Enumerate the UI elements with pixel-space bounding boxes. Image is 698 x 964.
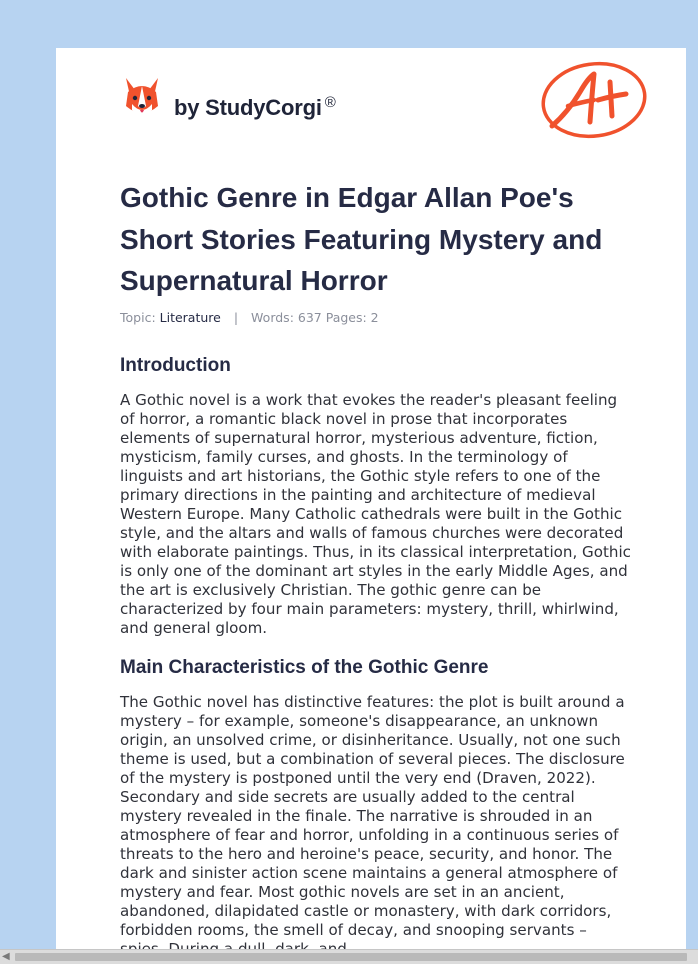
scroll-left-icon[interactable]: ◀	[2, 951, 10, 962]
page-count: Pages: 2	[325, 310, 379, 325]
section-paragraph-introduction: A Gothic novel is a work that evokes the reader's pleasant feeling of horror, a romantic black novel in prose that incorporates elements of supernatural horror, mysterious adventure, fiction, mysticism, family curses, and ghosts. In the terminology of linguists and art historians, the Gothic style refers to one of the primary directions in the painting and architecture of medieval Western Europe. Many Catholic cathedrals were built in the Gothic style, and the altars and walls of famous churches were decorated with elaborate paintings. Thus, in its classical interpretation, Gothic is only one of the dominant art styles in the early Middle Ages, and the art is exclusively Christian. The gothic genre can be characterized by four main parameters: mystery, thrill, whirlwind, and general gloom.	[120, 391, 631, 637]
corgi-icon	[122, 76, 162, 120]
article-title: Gothic Genre in Edgar Allan Poe's Short Stories Featuring Mystery and Supernatural Horror	[120, 182, 603, 296]
meta-separator: |	[233, 310, 239, 325]
a-plus-icon	[538, 60, 648, 140]
topic-link[interactable]: Literature	[159, 310, 221, 325]
brand-name[interactable]	[174, 94, 336, 121]
section-heading-introduction: Introduction	[120, 355, 231, 376]
scrollbar-thumb[interactable]	[15, 953, 687, 961]
topic-label: Topic:	[120, 310, 156, 325]
document-page	[56, 48, 686, 964]
article-meta	[120, 310, 379, 325]
word-count: Words: 637	[251, 310, 322, 325]
section-heading-characteristics: Main Characteristics of the Gothic Genre	[120, 657, 489, 678]
registered-mark: ®	[324, 94, 336, 111]
horizontal-scrollbar[interactable]	[0, 949, 698, 964]
section-paragraph-characteristics: The Gothic novel has distinctive features: the plot is built around a mystery – for example, someone's disappearance, an unknown origin, an unsolved crime, or disinheritance. Usually, not one such theme is used, but a combination of several pieces. The disclosure of the mystery is postponed until the very end (Draven, 2022). Secondary and side secrets are usually added to the central mystery revealed in the finale. The narrative is shrouded in an atmosphere of fear and horror, unfolding in a continuous series of threats to the hero and heroine's peace, security, and honor. The dark and sinister action scene maintains a general atmosphere of mystery and fear. Most gothic novels are set in an ancient, abandoned, dilapidated castle or monastery, with dark corridors, forbidden rooms, the smell of decay, and snooping servants –	[120, 693, 625, 939]
brand-text: by StudyCorgi	[174, 95, 322, 120]
